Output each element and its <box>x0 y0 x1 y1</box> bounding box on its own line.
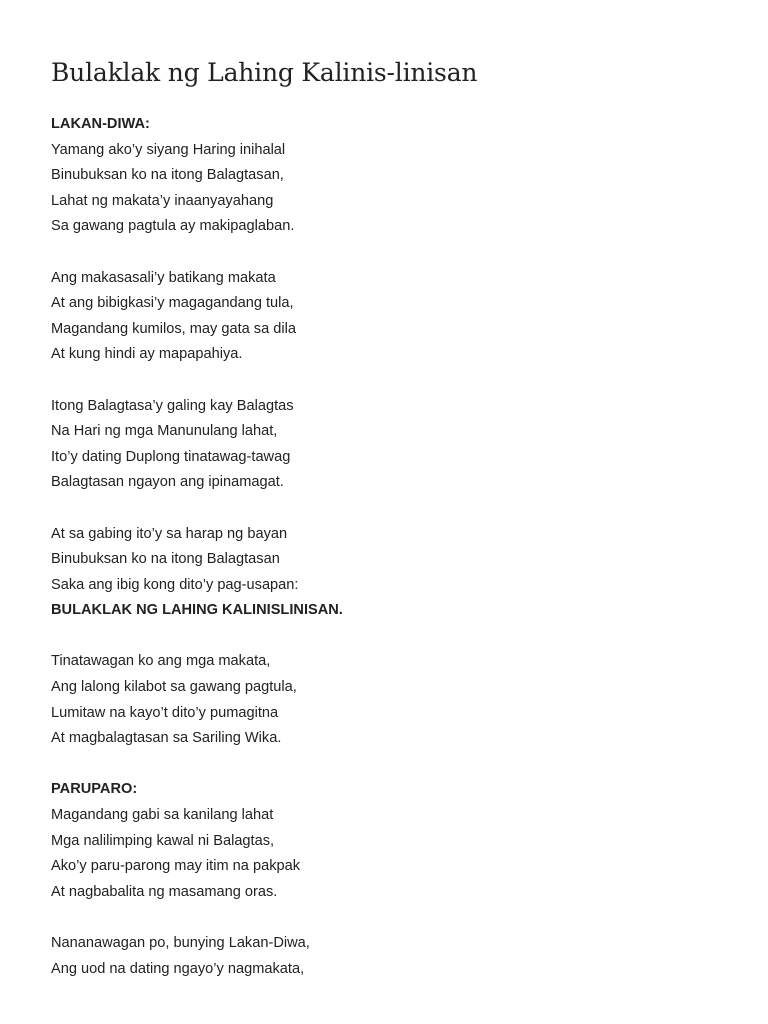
poem-line: Saka ang ibig kong dito’y pag-usapan: <box>51 576 299 593</box>
poem-line: Na Hari ng mga Manunulang lahat, <box>51 423 278 440</box>
poem-line: Nananawagan po, bunying Lakan-Diwa, <box>51 935 310 951</box>
stanza-gap <box>51 624 731 650</box>
poem-line: At magbalagtasan sa Sariling Wika. <box>51 730 282 747</box>
document-page <box>51 56 731 982</box>
poem-line: Lumitaw na kayo’t dito’y pumagitna <box>51 704 279 721</box>
poem-line: Ako’y paru-parong may itim na pakpak <box>51 858 301 875</box>
poem-line: Lahat ng makata’y inaanyayahang <box>51 192 274 209</box>
stanza-gap <box>51 496 731 522</box>
poem-line: At sa gabing ito’y sa harap ng bayan <box>51 525 288 542</box>
poem-line: Ito’y dating Duplong tinatawag-tawag <box>51 448 291 465</box>
page-title: Bulaklak ng Lahing Kalinis-linisan <box>51 58 478 87</box>
stanza-gap <box>51 368 731 394</box>
poem-line: Magandang kumilos, may gata sa dila <box>51 320 296 337</box>
poem-line: Binubuksan ko na itong Balagtasan, <box>51 167 284 184</box>
poem-line: At ang bibigkasi’y magagandang tula, <box>51 295 294 312</box>
stanza-gap <box>51 752 731 778</box>
poem-line: Balagtasan ngayon ang ipinamagat. <box>51 474 284 491</box>
stanza-gap <box>51 240 731 266</box>
poem-line: Sa gawang pagtula ay makipaglaban. <box>51 218 295 235</box>
poem-line: Ang makasasali’y batikang makata <box>51 269 276 286</box>
speaker-label: PARUPARO: <box>51 781 138 798</box>
poem-body <box>51 112 731 982</box>
poem-line: Yamang ako’y siyang Haring inihalal <box>51 141 286 158</box>
stanza-gap <box>51 905 731 931</box>
poem-line: At kung hindi ay mapapahiya. <box>51 346 243 363</box>
poem-line: Ang lalong kilabot sa gawang pagtula, <box>51 679 297 696</box>
poem-line: Tinatawagan ko ang mga makata, <box>51 653 271 670</box>
poem-line: At nagbabalita ng masamang oras. <box>51 883 278 900</box>
poem-line: Itong Balagtasa’y galing kay Balagtas <box>51 397 294 414</box>
poem-line: Mga nalilimping kawal ni Balagtas, <box>51 832 275 849</box>
bold-line: BULAKLAK NG LAHING KALINISLINISAN. <box>51 602 343 619</box>
poem-line: Binubuksan ko na itong Balagtasan <box>51 551 280 568</box>
speaker-label: LAKAN-DIWA: <box>51 116 150 132</box>
poem-line: Ang uod na dating ngayo’y nagmakata, <box>51 960 305 977</box>
poem-line: Magandang gabi sa kanilang lahat <box>51 807 274 824</box>
